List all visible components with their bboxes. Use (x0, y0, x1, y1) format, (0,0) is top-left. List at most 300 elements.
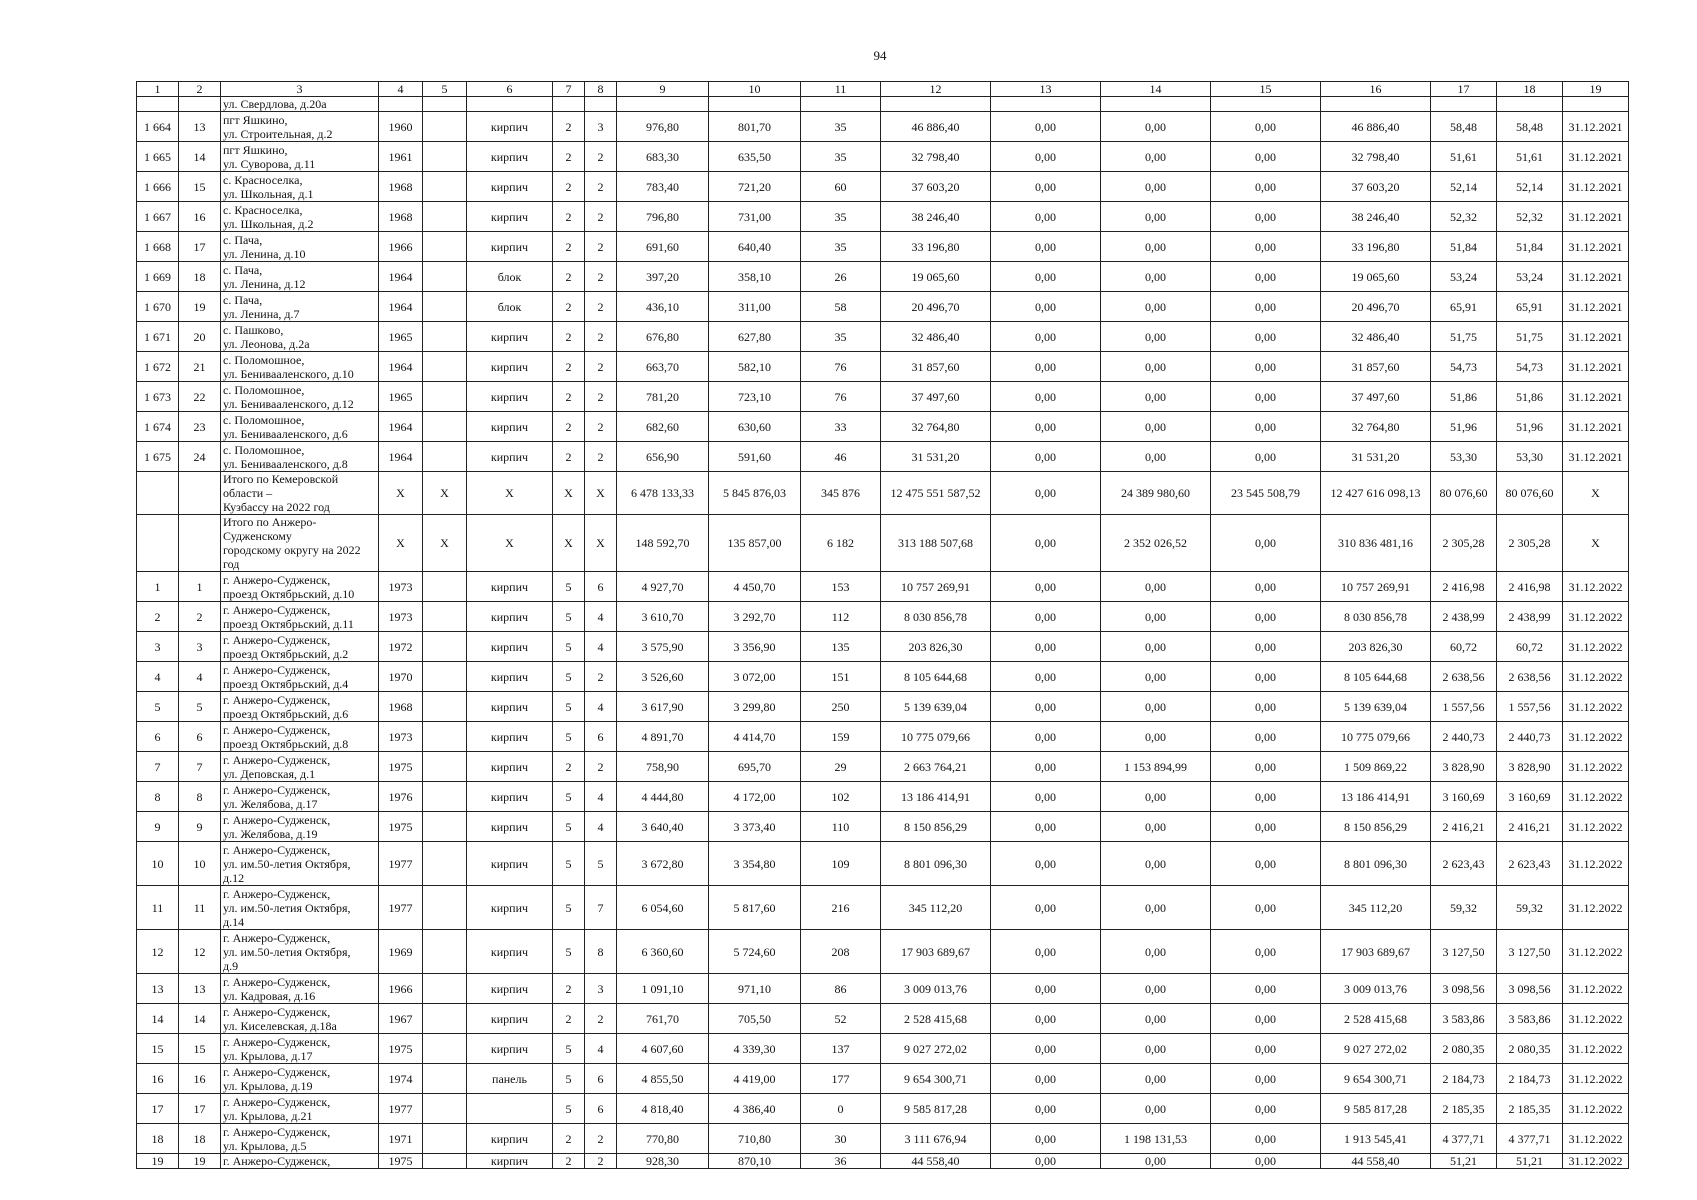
table-cell-c7: 2 (553, 1154, 585, 1169)
address-cell (221, 412, 379, 442)
table-cell-c13: 0,00 (991, 412, 1101, 442)
table-cell-c5 (423, 602, 467, 632)
table-cell-c6: кирпич (467, 842, 553, 886)
table-cell-c18: 2 638,56 (1497, 662, 1563, 692)
table-row (137, 472, 1629, 515)
address-line: г. Анжеро-Судженск, (223, 812, 331, 827)
address-line: ул. Ленина, д.10 (223, 246, 306, 261)
table-cell-c16: 38 246,40 (1321, 202, 1431, 232)
table-cell-c5 (423, 352, 467, 382)
column-header: 8 (585, 82, 617, 97)
table-cell-c1: 1 666 (137, 172, 179, 202)
table-cell-c9: 6 478 133,33 (617, 472, 709, 515)
table-cell-c9: 4 444,80 (617, 782, 709, 812)
table-cell-c1: 14 (137, 1004, 179, 1034)
table-cell-c12: 10 757 269,91 (881, 572, 991, 602)
address-line: г. Анжеро-Судженск, (223, 782, 331, 797)
table-row (137, 352, 1629, 382)
table-cell-c7: 5 (553, 722, 585, 752)
table-cell-c11: 36 (801, 1154, 881, 1169)
address-line: г. Анжеро-Судженск, (223, 692, 331, 707)
table-cell-c11: 6 182 (801, 515, 881, 572)
table-cell-c15: 0,00 (1211, 1154, 1321, 1169)
table-cell-c17: 51,86 (1431, 382, 1497, 412)
address-cell (221, 1154, 379, 1169)
table-row (137, 142, 1629, 172)
address-line: д.14 (223, 914, 245, 929)
table-cell-c4: 1964 (379, 442, 423, 472)
table-cell-c5 (423, 292, 467, 322)
table-cell-c19: 31.12.2021 (1563, 112, 1629, 142)
table-cell-c6: кирпич (467, 692, 553, 722)
table-cell-c17: 51,96 (1431, 412, 1497, 442)
table-cell-c13: 0,00 (991, 812, 1101, 842)
table-cell-c5 (423, 722, 467, 752)
table-cell-c13: 0,00 (991, 172, 1101, 202)
table-cell-c14: 0,00 (1101, 1064, 1211, 1094)
table-cell-c8: 8 (585, 930, 617, 974)
table-cell-c9: 3 640,40 (617, 812, 709, 842)
table-cell-c18: 51,21 (1497, 1154, 1563, 1169)
table-cell-c12: 32 764,80 (881, 412, 991, 442)
table-cell-c2: 17 (179, 1094, 221, 1124)
table-cell-c15: 0,00 (1211, 812, 1321, 842)
address-line: Кузбассу на 2022 год (223, 500, 330, 514)
address-line: с. Поломошное, (223, 412, 305, 427)
table-cell-c5 (423, 812, 467, 842)
table-cell-c11: 58 (801, 292, 881, 322)
table-cell-c17: 2 184,73 (1431, 1064, 1497, 1094)
table-cell-c6: кирпич (467, 1004, 553, 1034)
table-cell-c10: 4 339,30 (709, 1034, 801, 1064)
table-cell-c17: 3 583,86 (1431, 1004, 1497, 1034)
table-cell-c1: 9 (137, 812, 179, 842)
table-cell-c11: 86 (801, 974, 881, 1004)
table-cell-c5 (423, 262, 467, 292)
table-cell-c19: 31.12.2022 (1563, 1124, 1629, 1154)
table-cell-c1: 11 (137, 886, 179, 930)
table-cell-c9: 770,80 (617, 1124, 709, 1154)
address-cell (221, 112, 379, 142)
table-cell-c4: X (379, 515, 423, 572)
table-cell-c17: 2 080,35 (1431, 1034, 1497, 1064)
table-cell-c1: 19 (137, 1154, 179, 1169)
table-cell-c18: 3 828,90 (1497, 752, 1563, 782)
table-cell-c5 (423, 1154, 467, 1169)
table-cell-c16: 17 903 689,67 (1321, 930, 1431, 974)
table-cell-c8: 3 (585, 974, 617, 1004)
address-line: г. Анжеро-Судженск, (223, 842, 331, 857)
table-cell-c12: 8 105 644,68 (881, 662, 991, 692)
table-cell-c10: 582,10 (709, 352, 801, 382)
table-cell-c6: кирпич (467, 442, 553, 472)
table-cell-c10: 630,60 (709, 412, 801, 442)
table-cell-c7: 2 (553, 232, 585, 262)
address-cell (221, 97, 379, 112)
table-cell-c10: 5 817,60 (709, 886, 801, 930)
table-cell-c7: 5 (553, 782, 585, 812)
table-cell-c1: 7 (137, 752, 179, 782)
table-cell-c6: кирпич (467, 782, 553, 812)
table-cell-c2: 18 (179, 1124, 221, 1154)
table-cell-c8: 2 (585, 322, 617, 352)
table-cell-c13: 0,00 (991, 1124, 1101, 1154)
table-cell-c14: 2 352 026,52 (1101, 515, 1211, 572)
table-cell-c10: 4 414,70 (709, 722, 801, 752)
column-header: 10 (709, 82, 801, 97)
table-cell-c4: 1964 (379, 262, 423, 292)
address-line: ул. им.50-летия Октября, (223, 900, 351, 915)
table-cell-c12: 2 528 415,68 (881, 1004, 991, 1034)
table-cell-c14: 0,00 (1101, 172, 1211, 202)
table-cell-c1: 1 672 (137, 352, 179, 382)
table-cell-c5: X (423, 472, 467, 515)
table-cell-c7: 2 (553, 1004, 585, 1034)
address-line: г. Анжеро-Судженск, (223, 1154, 331, 1168)
table-cell-c15: 0,00 (1211, 692, 1321, 722)
table-cell-c14: 0,00 (1101, 662, 1211, 692)
table-cell-c18: 59,32 (1497, 886, 1563, 930)
address-line: г. Анжеро-Судженск, (223, 974, 331, 989)
table-cell-c7: 2 (553, 262, 585, 292)
table-cell-c13: 0,00 (991, 842, 1101, 886)
table-cell-c2: 15 (179, 172, 221, 202)
address-cell (221, 472, 379, 515)
table-cell-c5 (423, 692, 467, 722)
table-cell (709, 97, 801, 112)
table-cell-c11: 250 (801, 692, 881, 722)
table-cell-c14: 0,00 (1101, 352, 1211, 382)
table-cell-c4: 1968 (379, 172, 423, 202)
column-header: 2 (179, 82, 221, 97)
table-cell-c7: 5 (553, 632, 585, 662)
table-cell-c16: 44 558,40 (1321, 1154, 1431, 1169)
table-cell-c16: 32 764,80 (1321, 412, 1431, 442)
table-cell-c6: кирпич (467, 632, 553, 662)
table-cell-c8: 2 (585, 382, 617, 412)
table-cell-c14: 0,00 (1101, 142, 1211, 172)
table-cell-c8: 6 (585, 1094, 617, 1124)
address-line: проезд Октябрьский, д.6 (223, 706, 349, 721)
table-cell-c17: 3 127,50 (1431, 930, 1497, 974)
table-cell-c10: 635,50 (709, 142, 801, 172)
address-cell (221, 842, 379, 886)
table-cell-c9: 663,70 (617, 352, 709, 382)
column-header: 18 (1497, 82, 1563, 97)
table-cell-c12: 8 030 856,78 (881, 602, 991, 632)
table-cell-c4: 1961 (379, 142, 423, 172)
table-cell-c16: 5 139 639,04 (1321, 692, 1431, 722)
table-cell-c18: 58,48 (1497, 112, 1563, 142)
table-cell-c14: 24 389 980,60 (1101, 472, 1211, 515)
table-cell-c11: 60 (801, 172, 881, 202)
table-cell-c18: 3 160,69 (1497, 782, 1563, 812)
table-cell-c12: 33 196,80 (881, 232, 991, 262)
table-cell-c17: 2 638,56 (1431, 662, 1497, 692)
table-cell-c5 (423, 202, 467, 232)
table-cell-c14: 0,00 (1101, 930, 1211, 974)
address-line: ул. им.50-летия Октября, (223, 856, 351, 871)
table-cell-c5 (423, 232, 467, 262)
address-line: проезд Октябрьский, д.10 (223, 586, 355, 601)
table-cell-c6: кирпич (467, 412, 553, 442)
table-cell-c12: 37 497,60 (881, 382, 991, 412)
table-cell-c15: 0,00 (1211, 886, 1321, 930)
table-cell-c16: 345 112,20 (1321, 886, 1431, 930)
table-cell-c1: 1 665 (137, 142, 179, 172)
table-cell-c2: 5 (179, 692, 221, 722)
table-cell-c15: 0,00 (1211, 572, 1321, 602)
table-cell-c10: 971,10 (709, 974, 801, 1004)
table-cell-c16: 37 603,20 (1321, 172, 1431, 202)
table-cell-c6: кирпич (467, 1034, 553, 1064)
table-cell-c12: 12 475 551 587,52 (881, 472, 991, 515)
table-cell-c12: 203 826,30 (881, 632, 991, 662)
table-cell-c16: 10 757 269,91 (1321, 572, 1431, 602)
table-row (137, 692, 1629, 722)
address-line: г. Анжеро-Судженск, (223, 886, 331, 901)
address-line: д.9 (223, 958, 239, 973)
table-cell-c19: 31.12.2022 (1563, 692, 1629, 722)
table-cell-c15: 0,00 (1211, 602, 1321, 632)
address-line: г. Анжеро-Судженск, (223, 572, 331, 587)
address-cell (221, 632, 379, 662)
address-cell (221, 1064, 379, 1094)
table-cell-c6: блок (467, 262, 553, 292)
table-cell-c6: кирпич (467, 322, 553, 352)
table-cell-c4: 1975 (379, 1154, 423, 1169)
table-cell-c10: 870,10 (709, 1154, 801, 1169)
table-cell-c8: 6 (585, 722, 617, 752)
table-cell-c9: 1 091,10 (617, 974, 709, 1004)
table-cell-c15: 0,00 (1211, 515, 1321, 572)
table-cell-c13: 0,00 (991, 1004, 1101, 1034)
table-cell-c15: 0,00 (1211, 782, 1321, 812)
address-cell (221, 202, 379, 232)
table-cell-c12: 31 857,60 (881, 352, 991, 382)
table-cell-c4: 1973 (379, 722, 423, 752)
table-cell-c17: 51,61 (1431, 142, 1497, 172)
table-cell-c6: кирпич (467, 572, 553, 602)
table-cell-c1: 3 (137, 632, 179, 662)
table-row (137, 572, 1629, 602)
table-cell-c18: 2 305,28 (1497, 515, 1563, 572)
table-cell-c9: 148 592,70 (617, 515, 709, 572)
table-cell-c16: 8 150 856,29 (1321, 812, 1431, 842)
table-cell-c1: 1 674 (137, 412, 179, 442)
table-cell-c15: 0,00 (1211, 202, 1321, 232)
table-cell-c10: 591,60 (709, 442, 801, 472)
table-cell-c15: 0,00 (1211, 722, 1321, 752)
table-cell (553, 97, 585, 112)
table-cell-c19: 31.12.2022 (1563, 812, 1629, 842)
table-cell-c19: 31.12.2021 (1563, 142, 1629, 172)
table-cell-c7: 5 (553, 662, 585, 692)
table-cell-c19: 31.12.2021 (1563, 382, 1629, 412)
address-line: д.12 (223, 870, 245, 885)
table-cell-c15: 0,00 (1211, 172, 1321, 202)
page-number: 94 (873, 48, 887, 63)
table-cell-c19: 31.12.2022 (1563, 1094, 1629, 1124)
address-line: г. Анжеро-Судженск, (223, 1094, 331, 1109)
table-cell-c2: 24 (179, 442, 221, 472)
table-cell (1101, 97, 1211, 112)
table-cell-c11: 159 (801, 722, 881, 752)
table-cell-c2: 23 (179, 412, 221, 442)
table-cell-c9: 682,60 (617, 412, 709, 442)
table-cell-c18: 53,24 (1497, 262, 1563, 292)
table-cell-c9: 676,80 (617, 322, 709, 352)
table-cell-c16: 203 826,30 (1321, 632, 1431, 662)
table-cell-c9: 783,40 (617, 172, 709, 202)
table-cell-c12: 3 111 676,94 (881, 1124, 991, 1154)
table-cell-c17: 80 076,60 (1431, 472, 1497, 515)
table-cell-c15: 0,00 (1211, 442, 1321, 472)
table-cell-c11: 137 (801, 1034, 881, 1064)
table-cell-c11: 153 (801, 572, 881, 602)
table-cell-c19: 31.12.2022 (1563, 662, 1629, 692)
table-cell-c4: 1975 (379, 752, 423, 782)
table-cell-c15: 0,00 (1211, 142, 1321, 172)
table-cell-c2: 14 (179, 1004, 221, 1034)
table-cell-c4: 1974 (379, 1064, 423, 1094)
table-cell-c9: 761,70 (617, 1004, 709, 1034)
table-cell-c16: 8 105 644,68 (1321, 662, 1431, 692)
table-cell-c17: 51,84 (1431, 232, 1497, 262)
table-cell-c5 (423, 842, 467, 886)
address-line: г. Анжеро-Судженск, (223, 1034, 331, 1049)
table-cell (1497, 97, 1563, 112)
table-cell-c4: 1969 (379, 930, 423, 974)
table-cell-c19: 31.12.2021 (1563, 202, 1629, 232)
address-line: ул. Ленина, д.12 (223, 276, 306, 291)
table-cell-c13: 0,00 (991, 692, 1101, 722)
table-cell-c8: 5 (585, 842, 617, 886)
table-cell-c12: 44 558,40 (881, 1154, 991, 1169)
table-cell-c18: 53,30 (1497, 442, 1563, 472)
table-cell-c19: 31.12.2021 (1563, 352, 1629, 382)
table-row (137, 382, 1629, 412)
continuation-row (137, 97, 1629, 112)
table-cell-c12: 32 798,40 (881, 142, 991, 172)
table-cell-c16: 2 528 415,68 (1321, 1004, 1431, 1034)
table-cell-c8: 4 (585, 692, 617, 722)
address-line: ул. Строительная, д.2 (223, 126, 333, 141)
table-cell-c12: 46 886,40 (881, 112, 991, 142)
table-cell-c4: 1966 (379, 974, 423, 1004)
table-cell-c1: 18 (137, 1124, 179, 1154)
table-cell-c6: блок (467, 292, 553, 322)
table-cell-c18: 2 416,98 (1497, 572, 1563, 602)
table-cell-c7: 2 (553, 142, 585, 172)
address-cell (221, 722, 379, 752)
table-cell-c5 (423, 112, 467, 142)
table-cell-c19: 31.12.2021 (1563, 232, 1629, 262)
table-cell-c9: 6 054,60 (617, 886, 709, 930)
table-cell-c2: 16 (179, 1064, 221, 1094)
table-cell-c7: 2 (553, 974, 585, 1004)
table-cell-c6: кирпич (467, 752, 553, 782)
table-cell-c7: 2 (553, 412, 585, 442)
table-cell-c14: 0,00 (1101, 202, 1211, 232)
address-line: ул. Бенивааленского, д.10 (223, 366, 354, 381)
table-cell-c8: 2 (585, 412, 617, 442)
table-cell-c7: X (553, 472, 585, 515)
table-cell-c18: 51,96 (1497, 412, 1563, 442)
table-cell-c18: 2 438,99 (1497, 602, 1563, 632)
table-cell-c1: 8 (137, 782, 179, 812)
table-row (137, 322, 1629, 352)
table-cell-c9: 436,10 (617, 292, 709, 322)
table-cell-c11: 151 (801, 662, 881, 692)
table-cell-c10: 705,50 (709, 1004, 801, 1034)
table-cell-c1: 15 (137, 1034, 179, 1064)
table-cell-c8: 4 (585, 632, 617, 662)
table-cell-c7: 5 (553, 1064, 585, 1094)
table-row (137, 112, 1629, 142)
table-cell-c6: кирпич (467, 172, 553, 202)
column-header: 13 (991, 82, 1101, 97)
table-cell-c6: кирпич (467, 142, 553, 172)
table-cell-c2: 19 (179, 292, 221, 322)
table-cell-c12: 345 112,20 (881, 886, 991, 930)
table-cell-c13: 0,00 (991, 232, 1101, 262)
address-line: пгт Яшкино, (223, 142, 288, 157)
table-cell-c4: 1964 (379, 412, 423, 442)
table-cell-c10: 3 373,40 (709, 812, 801, 842)
table-cell-c17: 1 557,56 (1431, 692, 1497, 722)
table-cell-c9: 4 818,40 (617, 1094, 709, 1124)
table-cell-c13: 0,00 (991, 1034, 1101, 1064)
column-header: 1 (137, 82, 179, 97)
table-cell-c16: 9 654 300,71 (1321, 1064, 1431, 1094)
table-cell-c18: 51,86 (1497, 382, 1563, 412)
table-cell-c15: 23 545 508,79 (1211, 472, 1321, 515)
table-cell-c18: 2 623,43 (1497, 842, 1563, 886)
column-header: 15 (1211, 82, 1321, 97)
table-cell-c19: 31.12.2022 (1563, 782, 1629, 812)
table-cell-c12: 37 603,20 (881, 172, 991, 202)
table-row (137, 722, 1629, 752)
table-cell-c13: 0,00 (991, 722, 1101, 752)
table-cell-c14: 0,00 (1101, 1034, 1211, 1064)
table-cell-c18: 51,84 (1497, 232, 1563, 262)
address-line: Итого по Кемеровской области – (223, 472, 339, 500)
table-cell-c6: X (467, 472, 553, 515)
column-header: 17 (1431, 82, 1497, 97)
address-line: ул. Школьная, д.1 (223, 186, 314, 201)
table-cell-c10: 3 299,80 (709, 692, 801, 722)
table-cell-c11: 208 (801, 930, 881, 974)
table-cell-c5 (423, 442, 467, 472)
table-cell-c16: 310 836 481,16 (1321, 515, 1431, 572)
table-cell-c8: 2 (585, 752, 617, 782)
table-cell-c9: 928,30 (617, 1154, 709, 1169)
address-line: ул. Бенивааленского, д.8 (223, 456, 348, 471)
table-cell-c11: 52 (801, 1004, 881, 1034)
address-line: с. Пача, (223, 232, 263, 247)
table-cell-c12: 3 009 013,76 (881, 974, 991, 1004)
table-cell-c16: 8 030 856,78 (1321, 602, 1431, 632)
column-header: 9 (617, 82, 709, 97)
table-cell-c7: 5 (553, 572, 585, 602)
table-row (137, 812, 1629, 842)
table-row (137, 886, 1629, 930)
table-cell-c19: 31.12.2022 (1563, 752, 1629, 782)
table-cell-c2: 16 (179, 202, 221, 232)
table-cell-c2: 19 (179, 1154, 221, 1169)
table-cell-c2: 18 (179, 262, 221, 292)
